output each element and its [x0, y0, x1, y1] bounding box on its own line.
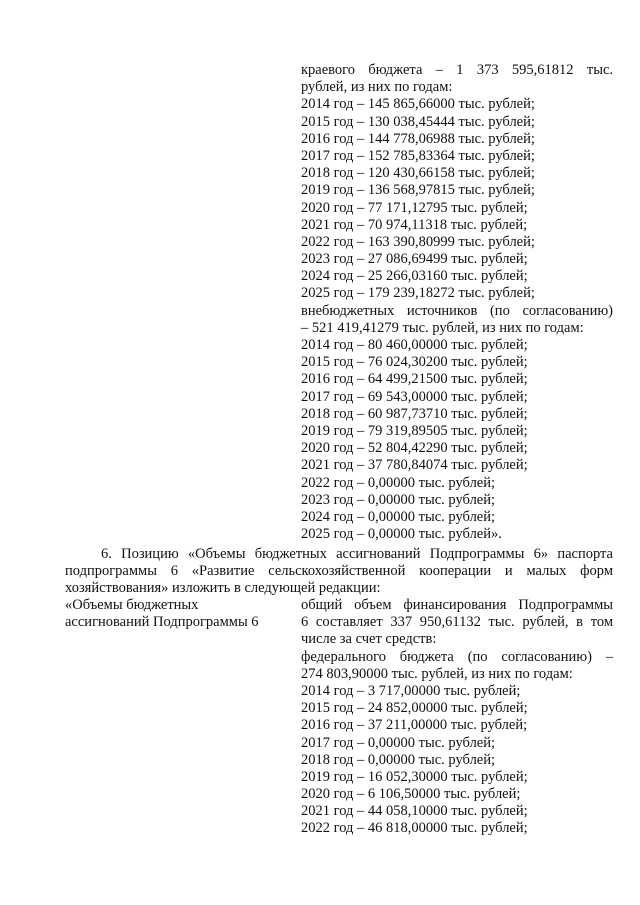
- text-line: числе за счет средств:: [301, 631, 437, 648]
- text-line: 2016 год – 37 211,00000 тыс. рублей;: [301, 717, 528, 734]
- text-line: 2025 год – 0,00000 тыс. рублей».: [301, 526, 502, 543]
- text-line: 2025 год – 179 239,18272 тыс. рублей;: [301, 285, 535, 302]
- text-line: 2023 год – 27 086,69499 тыс. рублей;: [301, 251, 528, 268]
- text-line: 2020 год – 52 804,42290 тыс. рублей;: [301, 440, 528, 457]
- text-line: 2017 год – 0,00000 тыс. рублей;: [301, 734, 496, 751]
- text-line: 2018 год – 0,00000 тыс. рублей;: [301, 751, 496, 768]
- paragraph-6: [65, 546, 613, 598]
- text-line: – 521 419,41279 тыс. рублей, из них по годам:: [301, 319, 584, 336]
- position-label: [65, 597, 285, 631]
- text-line: федерального бюджета (по согласованию) –: [301, 648, 613, 665]
- text-line: внебюджетных источников (по согласованию): [301, 302, 613, 319]
- text-line: 2019 год – 136 568,97815 тыс. рублей;: [301, 182, 535, 199]
- text-line: 2022 год – 0,00000 тыс. рублей;: [301, 474, 496, 491]
- text-line: 2015 год – 76 024,30200 тыс. рублей;: [301, 354, 528, 371]
- text-line: 2015 год – 130 038,45444 тыс. рублей;: [301, 113, 535, 130]
- text-line: 2024 год – 0,00000 тыс. рублей;: [301, 508, 496, 525]
- text-line: рублей, из них по годам:: [301, 79, 453, 96]
- text-line: 2021 год – 44 058,10000 тыс. рублей;: [301, 803, 528, 820]
- text-line: 2019 год – 16 052,30000 тыс. рублей;: [301, 768, 528, 785]
- text-line: подпрограммы 6 «Развитие сельскохозяйственной кооперации и малых форм: [65, 563, 613, 580]
- text-line: 2015 год – 24 852,00000 тыс. рублей;: [301, 700, 528, 717]
- text-line: 2020 год – 6 106,50000 тыс. рублей;: [301, 786, 521, 803]
- text-line: 2017 год – 69 543,00000 тыс. рублей;: [301, 388, 528, 405]
- text-line: хозяйствования» изложить в следующей редакции:: [65, 580, 381, 597]
- text-line: 2018 год – 120 430,66158 тыс. рублей;: [301, 165, 535, 182]
- text-line: 2017 год – 152 785,83364 тыс. рублей;: [301, 147, 535, 164]
- regional-budget-block: [301, 62, 613, 543]
- text-line: 2023 год – 0,00000 тыс. рублей;: [301, 491, 496, 508]
- text-line: 2021 год – 37 780,84074 тыс. рублей;: [301, 457, 528, 474]
- text-line: 2016 год – 144 778,06988 тыс. рублей;: [301, 130, 535, 147]
- text-line: 6 составляет 337 950,61132 тыс. рублей, в том: [301, 614, 613, 631]
- text-line: 2024 год – 25 266,03160 тыс. рублей;: [301, 268, 528, 285]
- text-line: «Объемы бюджетных: [65, 597, 199, 613]
- text-line: 2020 год – 77 171,12795 тыс. рублей;: [301, 199, 528, 216]
- text-line: краевого бюджета – 1 373 595,61812 тыс.: [301, 62, 613, 78]
- text-line: ассигнований Подпрограммы 6: [65, 614, 259, 631]
- text-line: 274 803,90000 тыс. рублей, из них по годам:: [301, 665, 573, 682]
- text-line: общий объем финансирования Подпрограммы: [301, 597, 613, 613]
- financing-block: [301, 597, 613, 838]
- text-line: 2018 год – 60 987,73710 тыс. рублей;: [301, 405, 528, 422]
- text-line: 2016 год – 64 499,21500 тыс. рублей;: [301, 371, 528, 388]
- text-line: 2014 год – 3 717,00000 тыс. рублей;: [301, 682, 521, 699]
- text-line: 2021 год – 70 974,11318 тыс. рублей;: [301, 216, 528, 233]
- text-line: 2019 год – 79 319,89505 тыс. рублей;: [301, 422, 528, 439]
- text-line: 2022 год – 163 390,80999 тыс. рублей;: [301, 233, 535, 250]
- text-line: 2022 год – 46 818,00000 тыс. рублей;: [301, 820, 528, 837]
- text-line: 2014 год – 145 865,66000 тыс. рублей;: [301, 96, 535, 113]
- text-line: 2014 год – 80 460,00000 тыс. рублей;: [301, 337, 528, 353]
- text-line: 6. Позицию «Объемы бюджетных ассигнований Подпрограммы 6» паспорта: [101, 546, 613, 562]
